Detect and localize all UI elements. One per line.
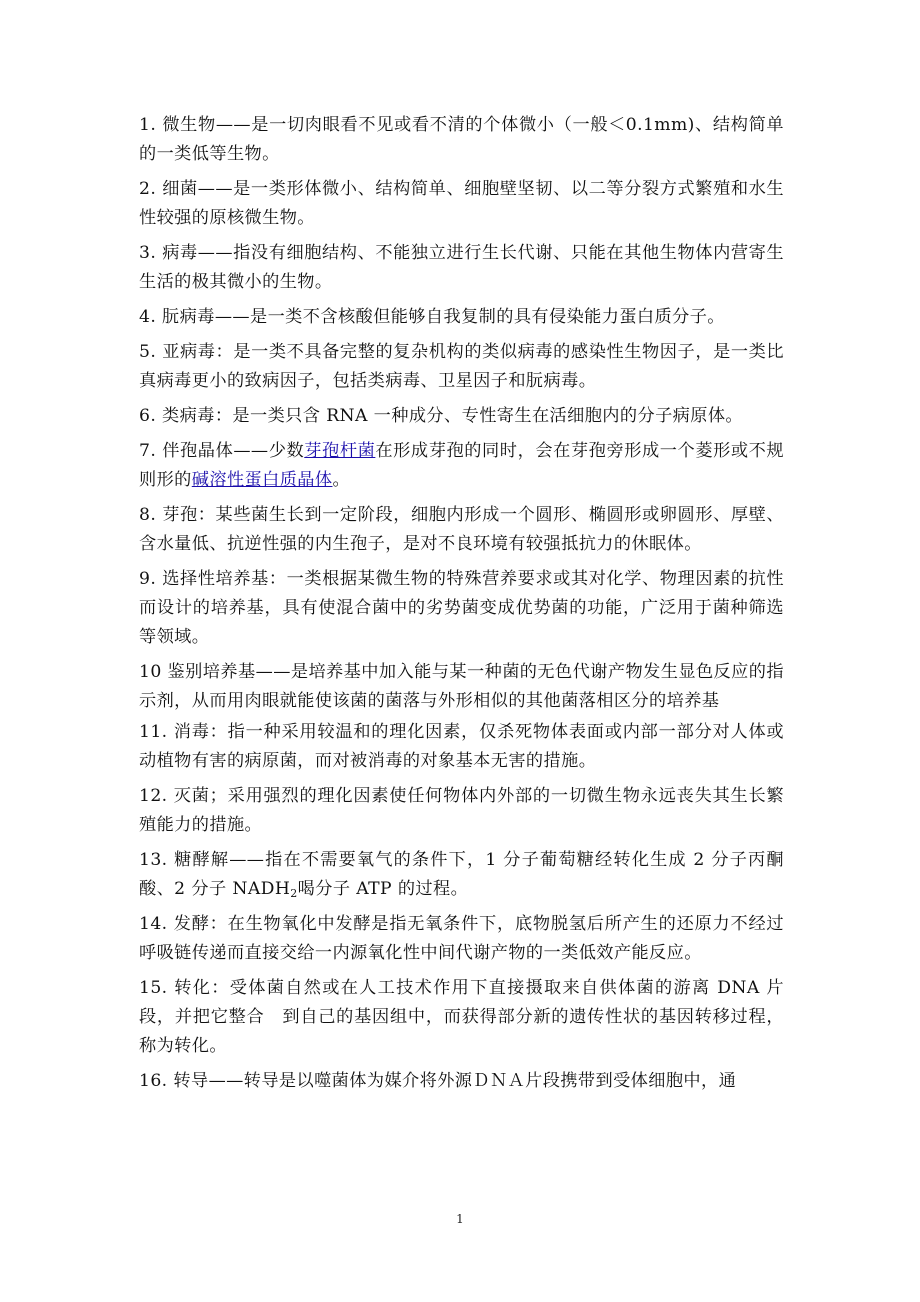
- definition-paragraph-14: 14. 发酵：在生物氧化中发酵是指无氧条件下，底物脱氢后所产生的还原力不经过呼吸链传递而直接交给一内源氧化性中间代谢产物的一类低效产能反应。: [139, 914, 784, 963]
- link-alkali-soluble-protein-crystal[interactable]: 碱溶性蛋白质晶体: [191, 470, 333, 490]
- definition-paragraph-3: 3. 病毒——指没有细胞结构、不能独立进行生长代谢、只能在其他生物体内营寄生生活的极其微小的生物。: [139, 243, 784, 292]
- definition-paragraph-13: [139, 846, 784, 904]
- page-number: 1: [456, 1212, 464, 1226]
- definition-paragraph-10: 10 鉴别培养基——是培养基中加入能与某一种菌的无色代谢产物发生显色反应的指示剂，从而用肉眼就能使该菌的菌落与外形相似的其他菌落相区分的培养基: [139, 662, 784, 711]
- definition-paragraph-12: 12. 灭菌；采用强烈的理化因素使任何物体内外部的一切微生物永远丧失其生长繁殖能力的措施。: [139, 786, 784, 835]
- paragraph-7-text-start: 7. 伴孢晶体——少数: [139, 441, 305, 461]
- definition-paragraph-1: 1. 微生物——是一切肉眼看不见或看不清的个体微小（一般＜0.1mm)、结构简单的一类低等生物。: [139, 115, 784, 164]
- definition-paragraph-5: 5. 亚病毒：是一类不具备完整的复杂机构的类似病毒的感染性生物因子，是一类比真病毒更小的致病因子，包括类病毒、卫星因子和朊病毒。: [139, 342, 784, 391]
- definition-paragraph-7: [139, 437, 784, 495]
- definition-paragraph-11: 11. 消毒：指一种采用较温和的理化因素，仅杀死物体表面或内部一部分对人体或动植物有害的病原菌，而对被消毒的对象基本无害的措施。: [139, 722, 784, 771]
- definition-paragraph-6: 6. 类病毒：是一类只含 RNA 一种成分、专性寄生在活细胞内的分子病原体。: [139, 406, 744, 426]
- definition-paragraph-2: 2. 细菌——是一类形体微小、结构简单、细胞壁坚韧、以二等分裂方式繁殖和水生性较强的原核微生物。: [139, 179, 784, 228]
- definition-paragraph-4: 4. 朊病毒——是一类不含核酸但能够自我复制的具有侵染能力蛋白质分子。: [139, 307, 725, 327]
- paragraph-13-text-start: 13. 糖酵解——指在不需要氧气的条件下，1 分子葡萄糖经转化生成 2 分子丙酮酸、2 分子 NADH: [139, 850, 784, 899]
- subscript-2: 2: [290, 887, 298, 900]
- definition-paragraph-16: 16. 转导——转导是以噬菌体为媒介将外源ＤＮＡ片段携带到受体细胞中，通: [139, 1071, 737, 1091]
- definition-paragraph-15: 15. 转化：受体菌自然或在人工技术作用下直接摄取来自供体菌的游离 DNA 片段，并把它整合 到自己的基因组中，而获得部分新的遗传性状的基因转移过程，称为转化。: [139, 978, 784, 1056]
- definition-paragraph-8: 8. 芽孢：某些菌生长到一定阶段，细胞内形成一个圆形、椭圆形或卵圆形、厚壁、含水量低、抗逆性强的内生孢子，是对不良环境有较强抵抗力的休眠体。: [139, 505, 784, 554]
- paragraph-13-text-end: 喝分子 ATP 的过程。: [297, 879, 469, 899]
- paragraph-7-text-end: 。: [332, 470, 351, 490]
- definition-paragraph-9: 9. 选择性培养基：一类根据某微生物的特殊营养要求或其对化学、物理因素的抗性而设计的培养基，具有使混合菌中的劣势菌变成优势菌的功能，广泛用于菌种筛选等领域。: [139, 569, 784, 647]
- document-body: [139, 111, 784, 1102]
- link-bacillus[interactable]: 芽孢杆菌: [304, 441, 376, 461]
- paragraph-7-text-middle: 在形成芽孢的同时，会在芽孢旁形成一个菱形或不规则形的: [139, 441, 785, 490]
